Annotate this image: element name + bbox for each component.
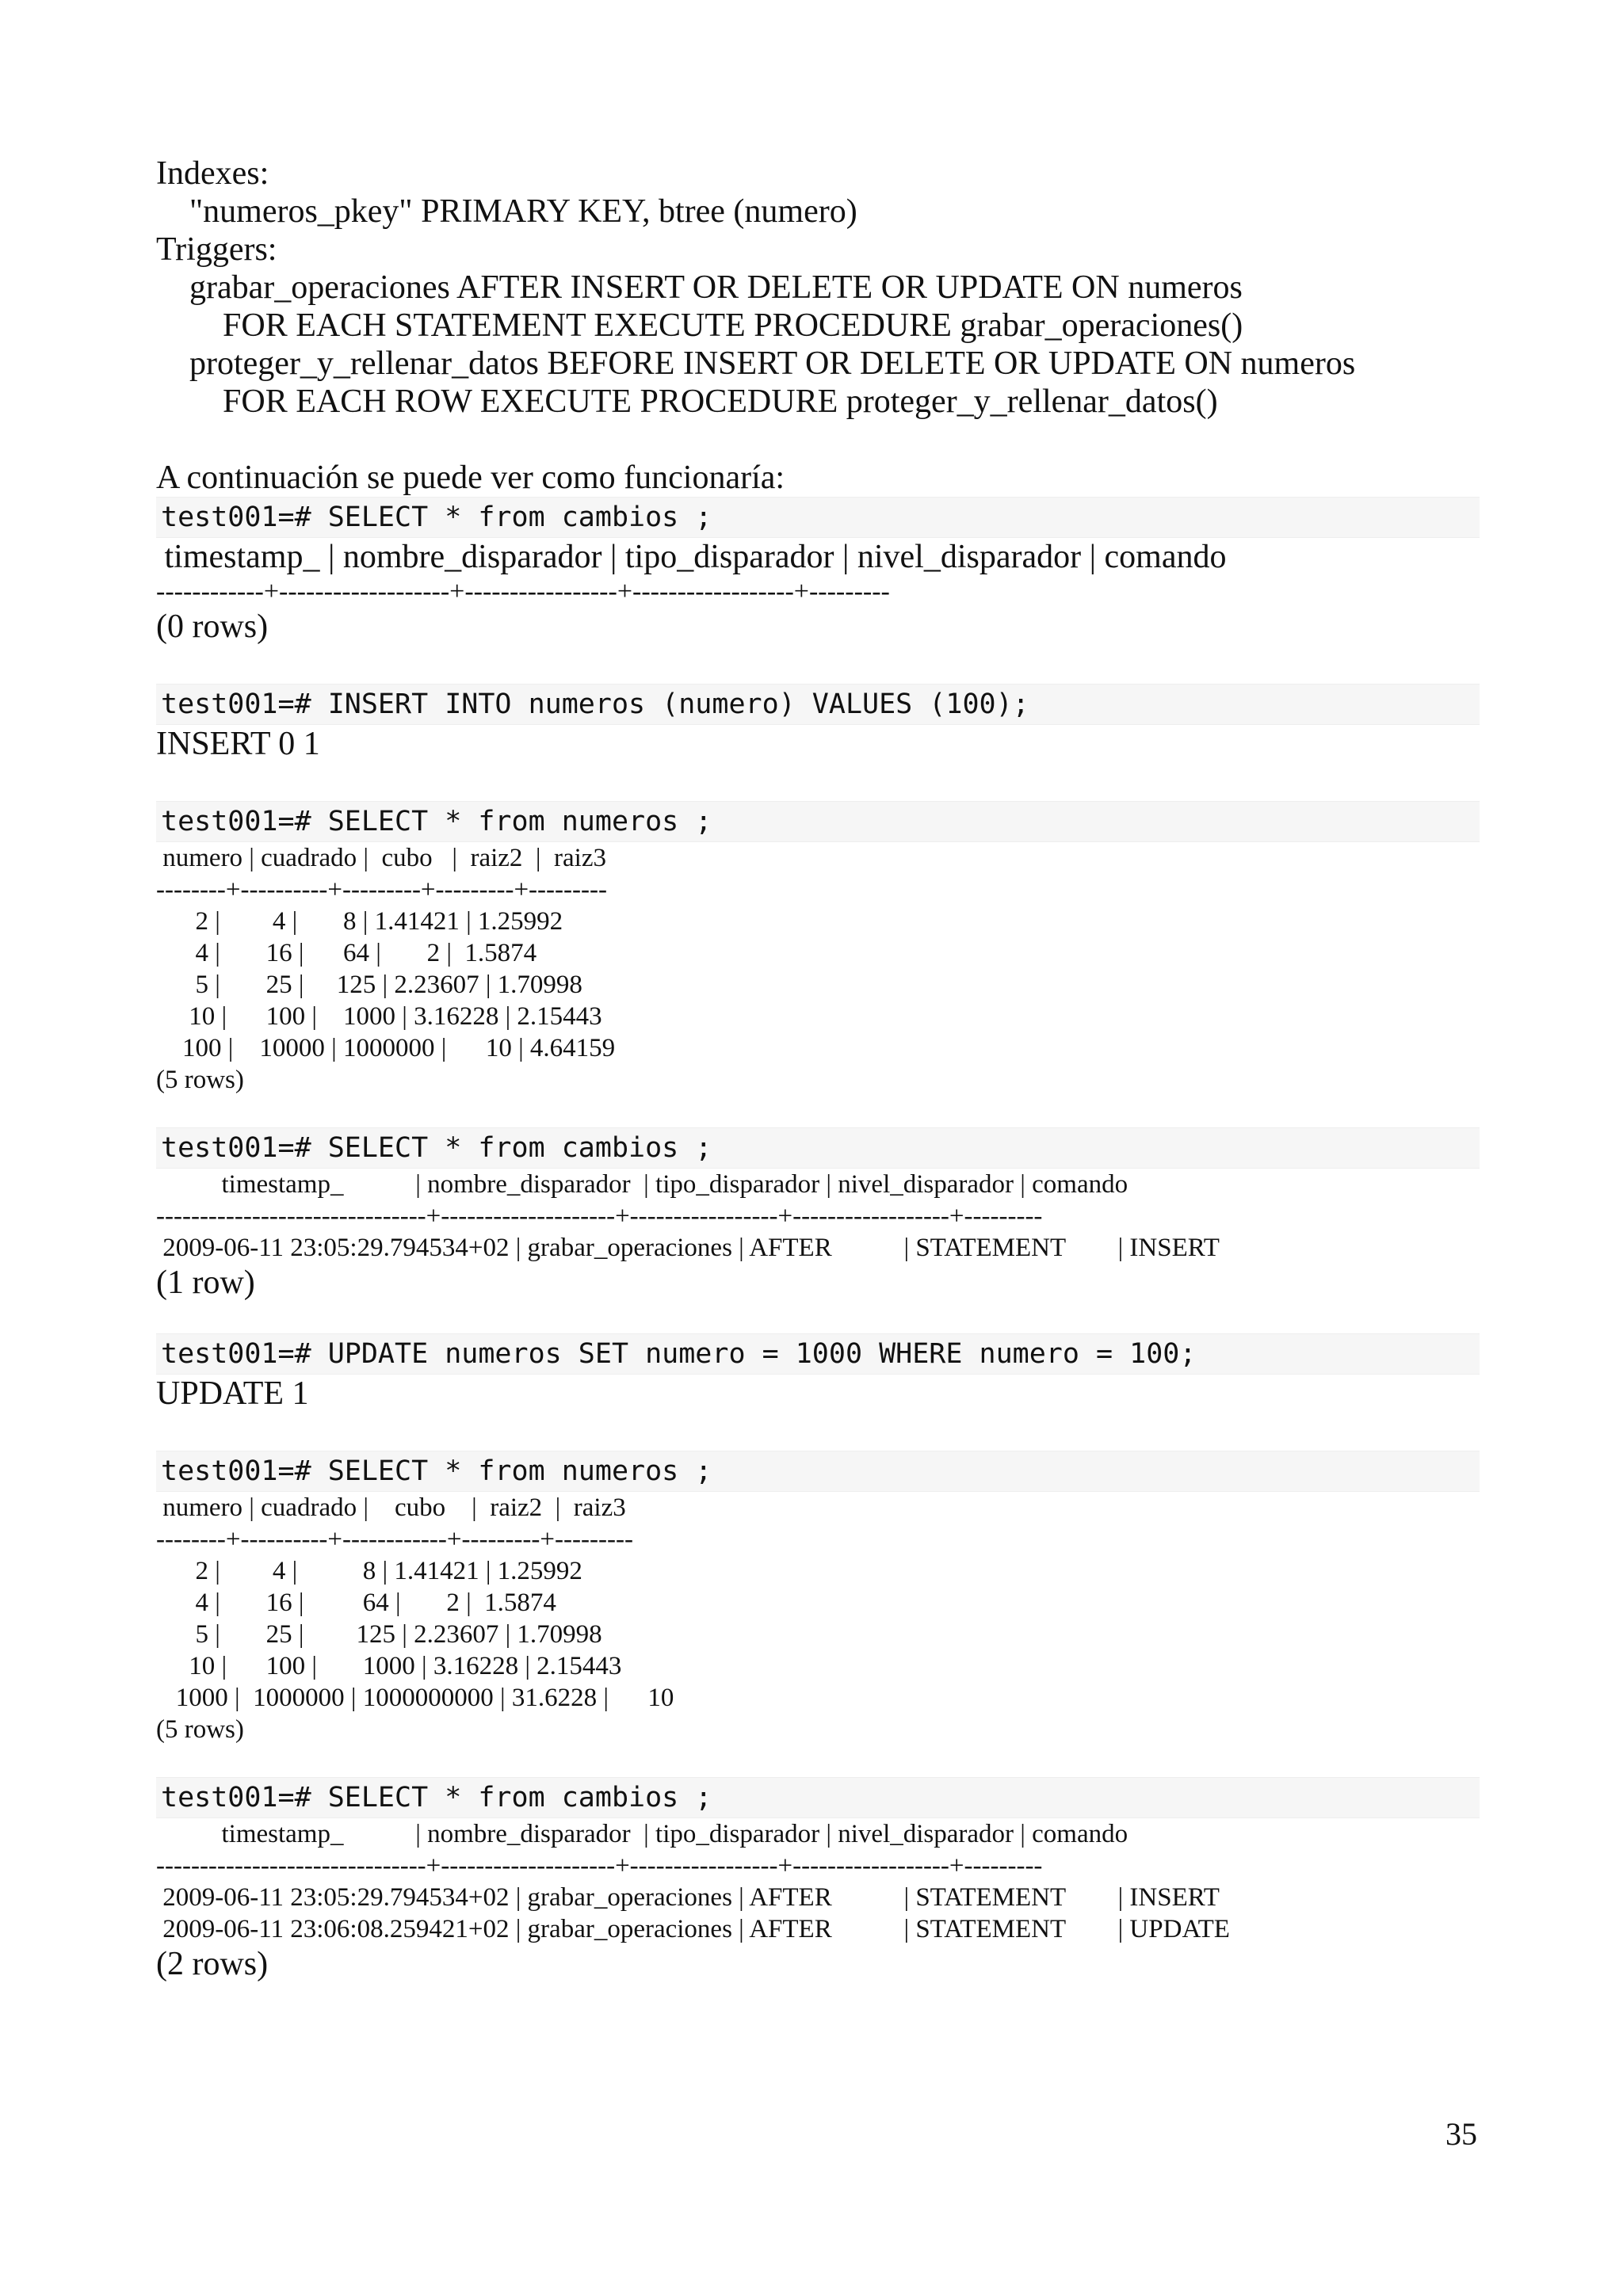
sql-command: test001=# SELECT * from numeros ;: [156, 801, 1480, 842]
trigger-definition: proteger_y_rellenar_datos BEFORE INSERT OR DELETE OR UPDATE ON numeros: [156, 345, 1356, 382]
sql-command: test001=# UPDATE numeros SET numero = 1000 WHERE numero = 100;: [156, 1333, 1480, 1375]
result-separator: --------+----------+---------+---------+---------: [156, 875, 607, 904]
table-row: 4 | 16 | 64 | 2 | 1.5874: [156, 939, 537, 967]
triggers-heading: Triggers:: [156, 231, 277, 268]
sql-command: test001=# SELECT * from cambios ;: [156, 497, 1480, 538]
command-result: INSERT 0 1: [156, 726, 320, 762]
table-row: 1000 | 1000000 | 1000000000 | 31.6228 | 10: [156, 1684, 674, 1712]
table-row: 10 | 100 | 1000 | 3.16228 | 2.15443: [156, 1652, 622, 1680]
sql-command: test001=# INSERT INTO numeros (numero) VALUES (100);: [156, 684, 1480, 725]
table-row: 10 | 100 | 1000 | 3.16228 | 2.15443: [156, 1002, 602, 1031]
result-header: numero | cuadrado | cubo | raiz2 | raiz3: [156, 844, 606, 872]
page-content: [156, 154, 1480, 1983]
table-row: 2009-06-11 23:05:29.794534+02 | grabar_operaciones | AFTER | STATEMENT | INSERT: [156, 1234, 1220, 1262]
result-separator: -------------------------------+--------------------+-----------------+------------------+---------: [156, 1202, 1043, 1230]
indexes-heading: Indexes:: [156, 155, 269, 192]
table-row: 5 | 25 | 125 | 2.23607 | 1.70998: [156, 1620, 602, 1649]
table-row: 2 | 4 | 8 | 1.41421 | 1.25992: [156, 907, 563, 936]
result-footer: (0 rows): [156, 608, 269, 645]
sql-command: test001=# SELECT * from cambios ;: [156, 1777, 1480, 1818]
intro-paragraph: A continuación se puede ver como funcionaría:: [156, 460, 785, 496]
table-row: 2009-06-11 23:05:29.794534+02 | grabar_operaciones | AFTER | STATEMENT | INSERT: [156, 1883, 1220, 1912]
table-row: 5 | 25 | 125 | 2.23607 | 1.70998: [156, 971, 582, 999]
result-header: timestamp_ | nombre_disparador | tipo_disparador | nivel_disparador | comando: [156, 1170, 1128, 1199]
sql-command: test001=# SELECT * from cambios ;: [156, 1127, 1480, 1169]
index-definition: "numeros_pkey" PRIMARY KEY, btree (numero): [156, 193, 857, 230]
result-footer: (1 row): [156, 1264, 255, 1301]
result-footer: (5 rows): [156, 1066, 244, 1094]
result-separator: -------------------------------+--------------------+-----------------+------------------+---------: [156, 1852, 1043, 1880]
result-separator: --------+----------+------------+---------+---------: [156, 1525, 633, 1554]
table-row: 4 | 16 | 64 | 2 | 1.5874: [156, 1589, 556, 1617]
result-footer: (5 rows): [156, 1715, 244, 1744]
page-number: 35: [1445, 2116, 1477, 2152]
table-row: 2 | 4 | 8 | 1.41421 | 1.25992: [156, 1557, 582, 1585]
result-header: timestamp_ | nombre_disparador | tipo_disparador | nivel_disparador | comando: [156, 1820, 1128, 1848]
command-result: UPDATE 1: [156, 1375, 309, 1412]
sql-command: test001=# SELECT * from numeros ;: [156, 1451, 1480, 1492]
result-footer: (2 rows): [156, 1946, 269, 1982]
result-header: numero | cuadrado | cubo | raiz2 | raiz3: [156, 1493, 626, 1522]
trigger-definition: FOR EACH ROW EXECUTE PROCEDURE proteger_y_rellenar_datos(): [156, 383, 1218, 420]
table-row: 2009-06-11 23:06:08.259421+02 | grabar_operaciones | AFTER | STATEMENT | UPDATE: [156, 1915, 1230, 1943]
trigger-definition: FOR EACH STATEMENT EXECUTE PROCEDURE grabar_operaciones(): [156, 307, 1243, 344]
result-separator: ------------+-------------------+-----------------+------------------+---------: [156, 577, 890, 606]
result-header: timestamp_ | nombre_disparador | tipo_disparador | nivel_disparador | comando: [156, 539, 1227, 575]
table-row: 100 | 10000 | 1000000 | 10 | 4.64159: [156, 1034, 616, 1062]
trigger-definition: grabar_operaciones AFTER INSERT OR DELETE OR UPDATE ON numeros: [156, 269, 1243, 306]
